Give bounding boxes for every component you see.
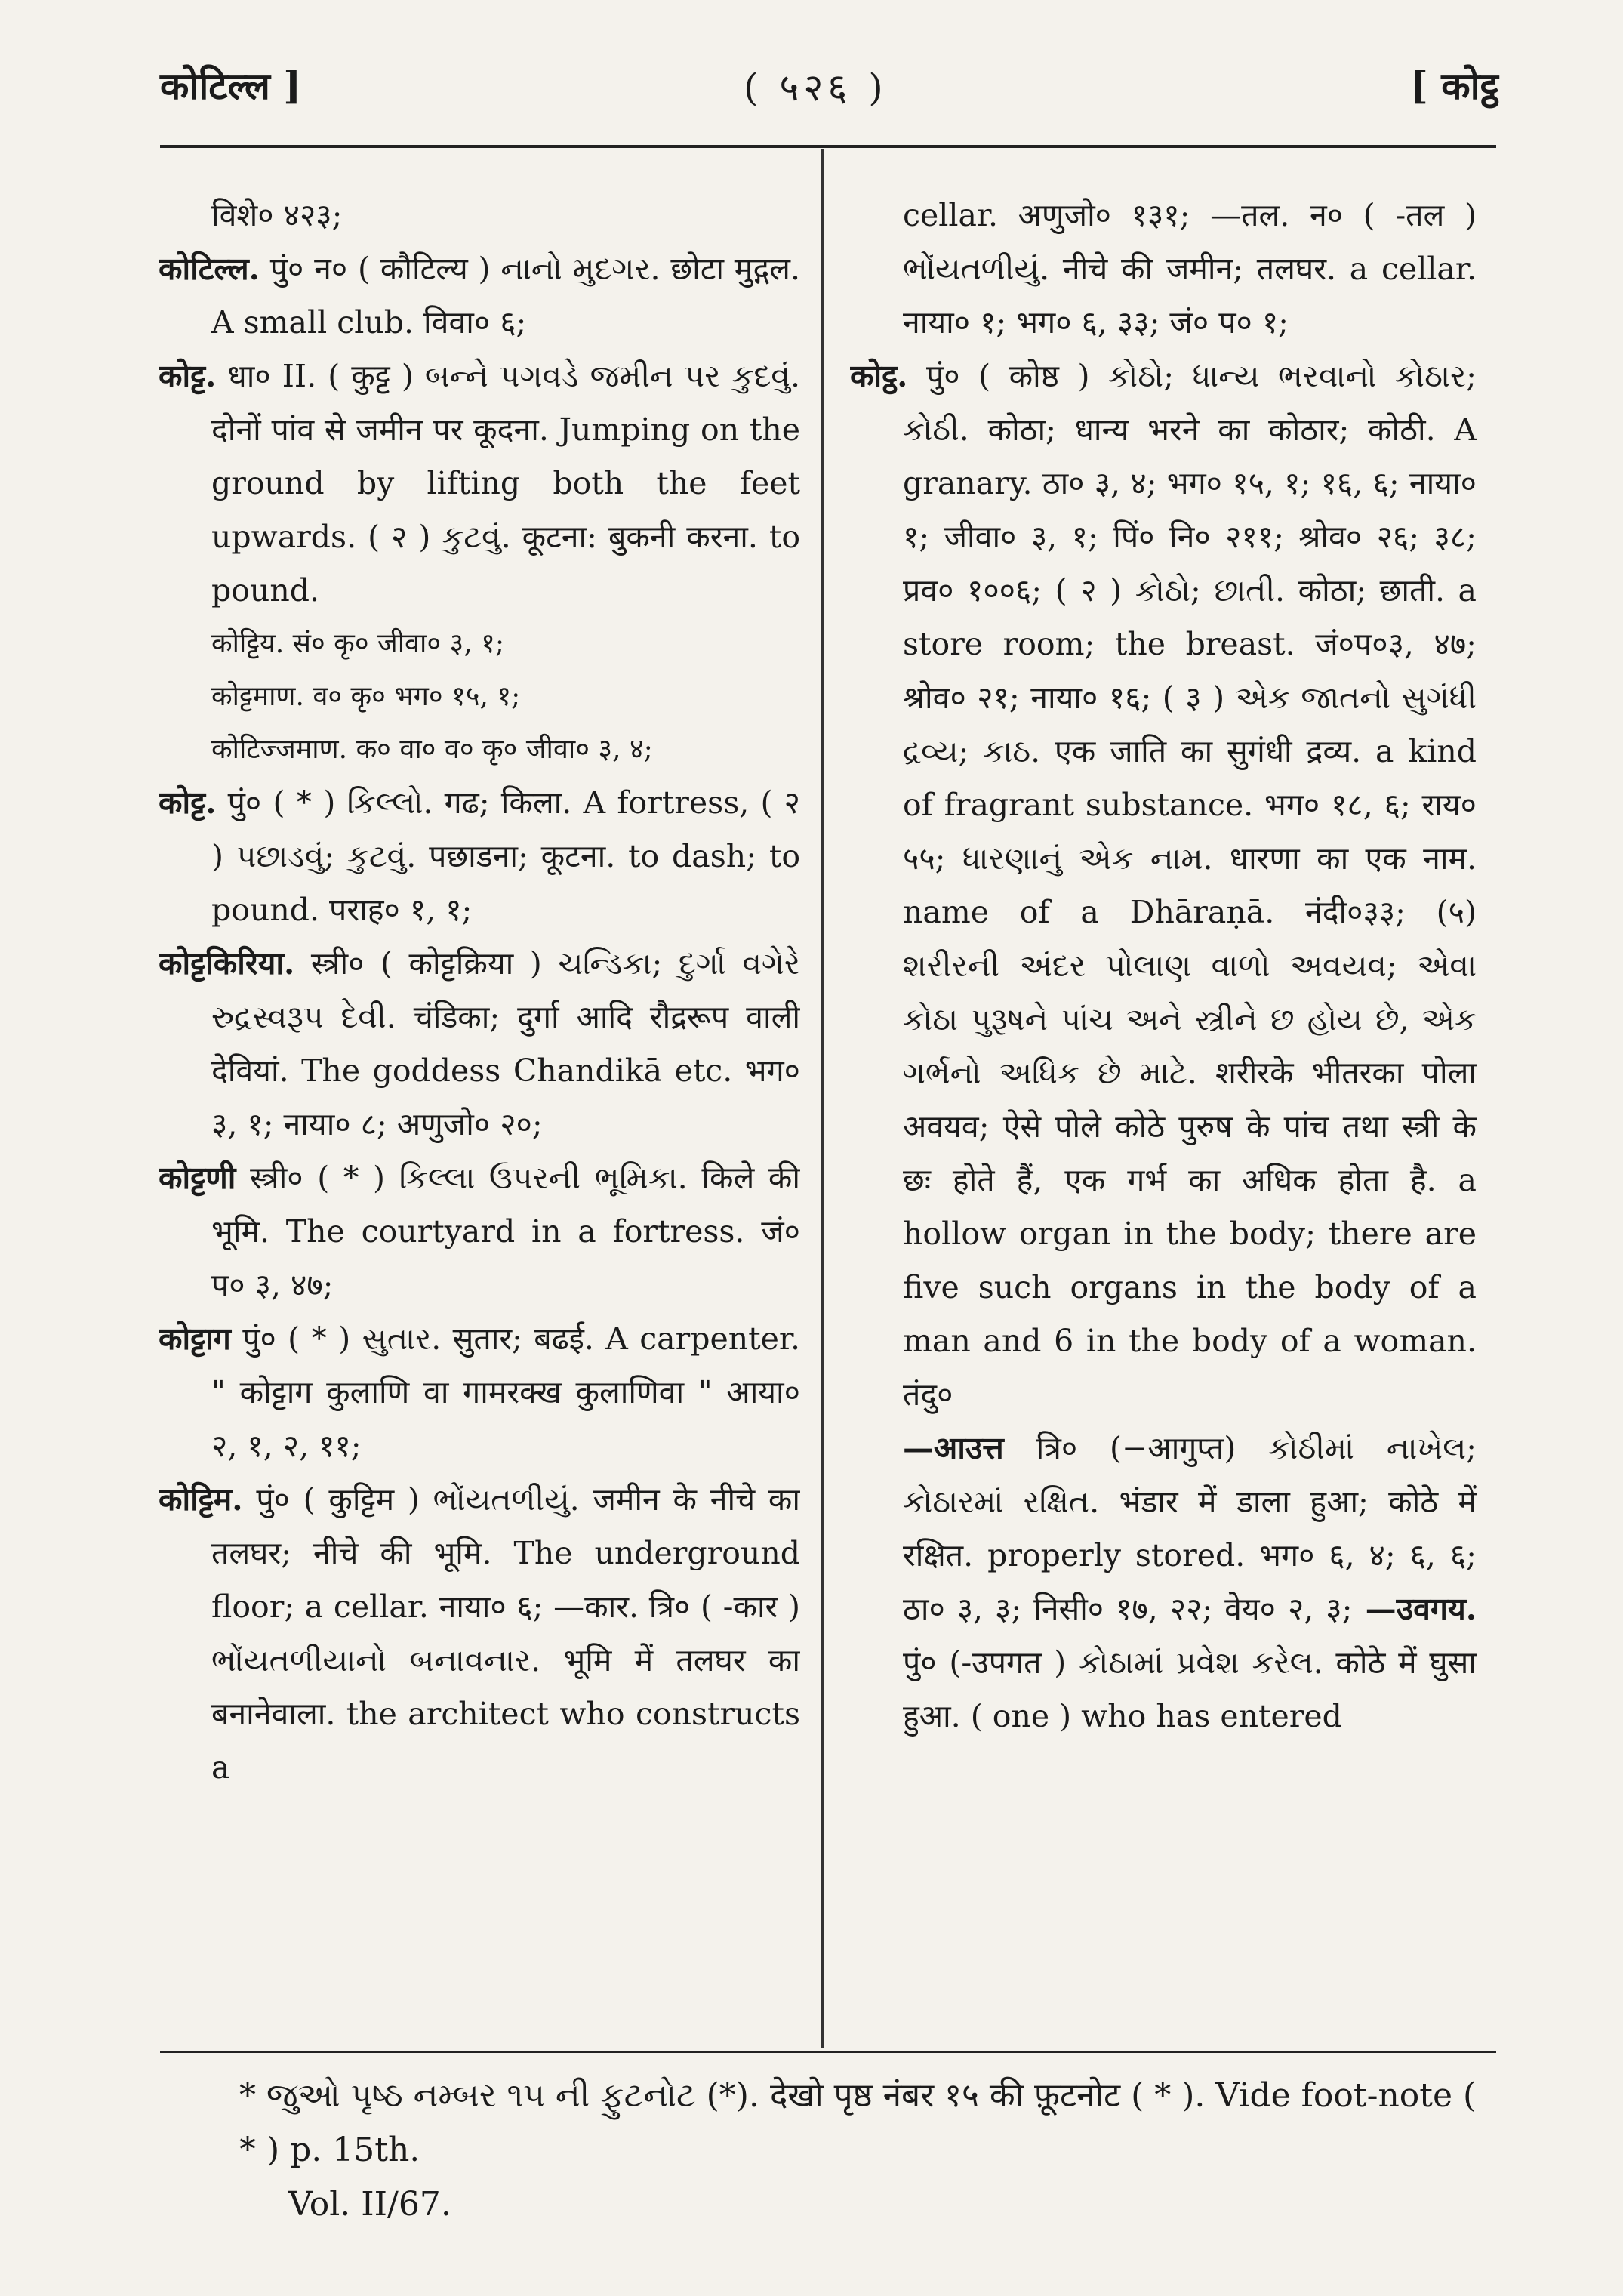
sub-form: कोट्टिय. सं० कृ० जीवा० ३, १; xyxy=(211,628,504,659)
page-header xyxy=(0,0,1623,143)
dictionary-entry xyxy=(159,1473,800,1795)
headword: कोट्ट. xyxy=(159,358,217,394)
headword: कोट्टणी xyxy=(159,1160,236,1196)
headword: कोट्टिम. xyxy=(159,1481,243,1518)
compound-headword: —उवगय. xyxy=(1352,1591,1477,1627)
header-rule xyxy=(160,145,1496,148)
page-number: ( ५२६ ) xyxy=(744,66,888,109)
footnote xyxy=(160,2069,1496,2232)
entry-continuation: विशे० ४२३; xyxy=(211,197,343,233)
entry-body: स्त्री० ( * ) કિલ્લા ઉપરની ભૂમિકા. किले की भूमि. The courtyard in a fortress. जं० प० ३, ४७; xyxy=(211,1160,800,1303)
compound-entry xyxy=(850,1422,1477,1743)
header-right-headword: [ कोट्ठ xyxy=(1410,63,1498,108)
dictionary-entry xyxy=(159,1312,800,1473)
left-column xyxy=(159,189,800,2039)
headword: कोट्ट. xyxy=(159,784,217,821)
entry-body: पुं० ( * ) કિલ્લો. गढ; किला. A fortress, ( २ ) પછાડવું; કુટવું. पछाडना; कूटना. to dash; to pound. पराह० १, १; xyxy=(211,784,800,928)
column-divider xyxy=(821,149,824,2048)
entry-body: स्त्री० ( कोट्टक्रिया ) ચન્ડિકા; દુર્ગા વગેરે રુદ્રસ્વરૂપ દેવી. चंडिका; दुर्गा आदि रौद्ररूप वाली देवियां. The goddess Chandikā etc. भग० ३, १; नाया० ८; अणुजो० २०; xyxy=(211,945,800,1142)
entry-body: त्रि० (−आगुप्त) કોઠીમાં નાખેલ; કોઠારમાં રક્ષિત. भंडार में डाला हुआ; कोठे में रक्षित. properly stored. भग० ६, ४; ६, ६; ठा० ३, ३; निसी० १७, २२; वेय० २, ३; xyxy=(903,1430,1477,1627)
footer-rule xyxy=(160,2051,1496,2053)
sub-form: कोटिज्जमाण. क० वा० व० कृ० जीवा० ३, ४; xyxy=(211,734,653,765)
volume-marker: Vol. II/67. xyxy=(288,2185,451,2224)
headword: कोटिल्ल. xyxy=(159,251,260,287)
dictionary-entry xyxy=(159,1151,800,1312)
entry-body: धा० II. ( कुट्ट ) બન્ને પગવડે જમીન પર કુદવું. दोनों पांव से जमीन पर कूदना. Jumping on the ground by lifting both the feet upwards. ( २ ) કુટવું. कूटना: बुकनी करना. to pound. xyxy=(211,358,800,609)
headword: कोट्टकिरिया. xyxy=(159,945,295,982)
entry-body: पुं० न० ( कौटिल्य ) નાનો મુદગર. छोटा मुद्गल. A small club. विवा० ६; xyxy=(211,251,800,341)
header-left-headword: कोटिल्ल ] xyxy=(160,63,302,108)
entry-continuation: cellar. अणुजो० १३१; —तल. न० ( -तल ) ભોંયતળીયું. नीचे की जमीन; तलघर. a cellar. नाया० १; भग० ६, ३३; जं० प० १; xyxy=(903,197,1477,341)
headword: कोट्ठ. xyxy=(850,358,908,394)
dictionary-entry xyxy=(850,350,1477,1422)
entry-body: पुं० ( कोष्ठ ) કોઠો; ધાન્ય ભરવાનો કોઠાર; કોઠી. कोठा; धान्य भरने का कोठार; कोठी. A granary. ठा० ३, ४; भग० १५, १; १६, ६; नाया० १; जीवा० ३, १; पिं० नि० २११; श्रोव० २६; ३८; प्रव० १००६; ( २ ) કોઠો; છાતી. कोठा; छाती. a store room; the breast. जं०प०३, ४७; श्रोव० २१; नाया० १६; ( ३ ) એક જાતનો સુગંધી દ્રવ્ય; કાઠ. एक जाति का सुगंधी द्रव्य. a kind of fragrant substance. भग० १८, ६; राय० ५५; ધારણાનું એક નામ. धारणा का एक नाम. name of a Dhāraṇā. नंदी०३३; (५) શરીરની અંદર પોલાણ વાળો અવયવ; એવા કોઠા પુરૂષને પાંચ અને સ્ત્રીને છ હોય છે, એક ગર્ભનો અધિક છે માટે. शरीरके भीतरका पोला अवयव; ऐसे पोले कोठे पुरुष के पांच तथा स्त्री के छः होते हैं, एक गर्भ का अधिक होता है. a hollow organ in the body; there are five such organs in the body of a man and 6 in the body of a woman. तंदु० xyxy=(903,358,1477,1413)
headword: कोट्टाग xyxy=(159,1321,231,1357)
entry-body: पुं० ( * ) સુતાર. सुतार; बढई. A carpenter. " कोट्टाग कुलाणि वा गामरक्ख कुलाणिवा " आया० २, १, २, ११; xyxy=(211,1321,800,1464)
compound-headword: —आउत्त xyxy=(903,1430,1004,1466)
dictionary-entry xyxy=(159,242,800,350)
dictionary-entry xyxy=(159,776,800,937)
dictionary-entry xyxy=(159,350,800,618)
entry-body: पुं० (-उपगत ) કોઠામાં પ્રવેશ કરેલ. कोठे में घुसा हुआ. ( one ) who has entered xyxy=(903,1644,1477,1734)
right-column xyxy=(850,189,1477,2039)
sub-form: कोट्टमाण. व० कृ० भग० १५, १; xyxy=(211,681,521,712)
footnote-text: * જુઓ પૃષ્ઠ નમ્બર ૧૫ ની ફુટનોટ (*). देखो पृष्ठ नंबर १५ की फ़ूटनोट ( * ). Vide foot-note ( * ) p. 15th. xyxy=(239,2076,1477,2169)
entry-body: पुं० ( कुट्टिम ) ભોંયતળીયું. जमीन के नीचे का तलघर; नीचे की भूमि. The underground floor; a cellar. नाया० ६; —कार. त्रि० ( -कार ) ભોંયતળીયાનો બનાવનાર. भूमि में तलघर का बनानेवाला. the architect who constructs a xyxy=(211,1481,800,1786)
dictionary-entry xyxy=(159,937,800,1151)
